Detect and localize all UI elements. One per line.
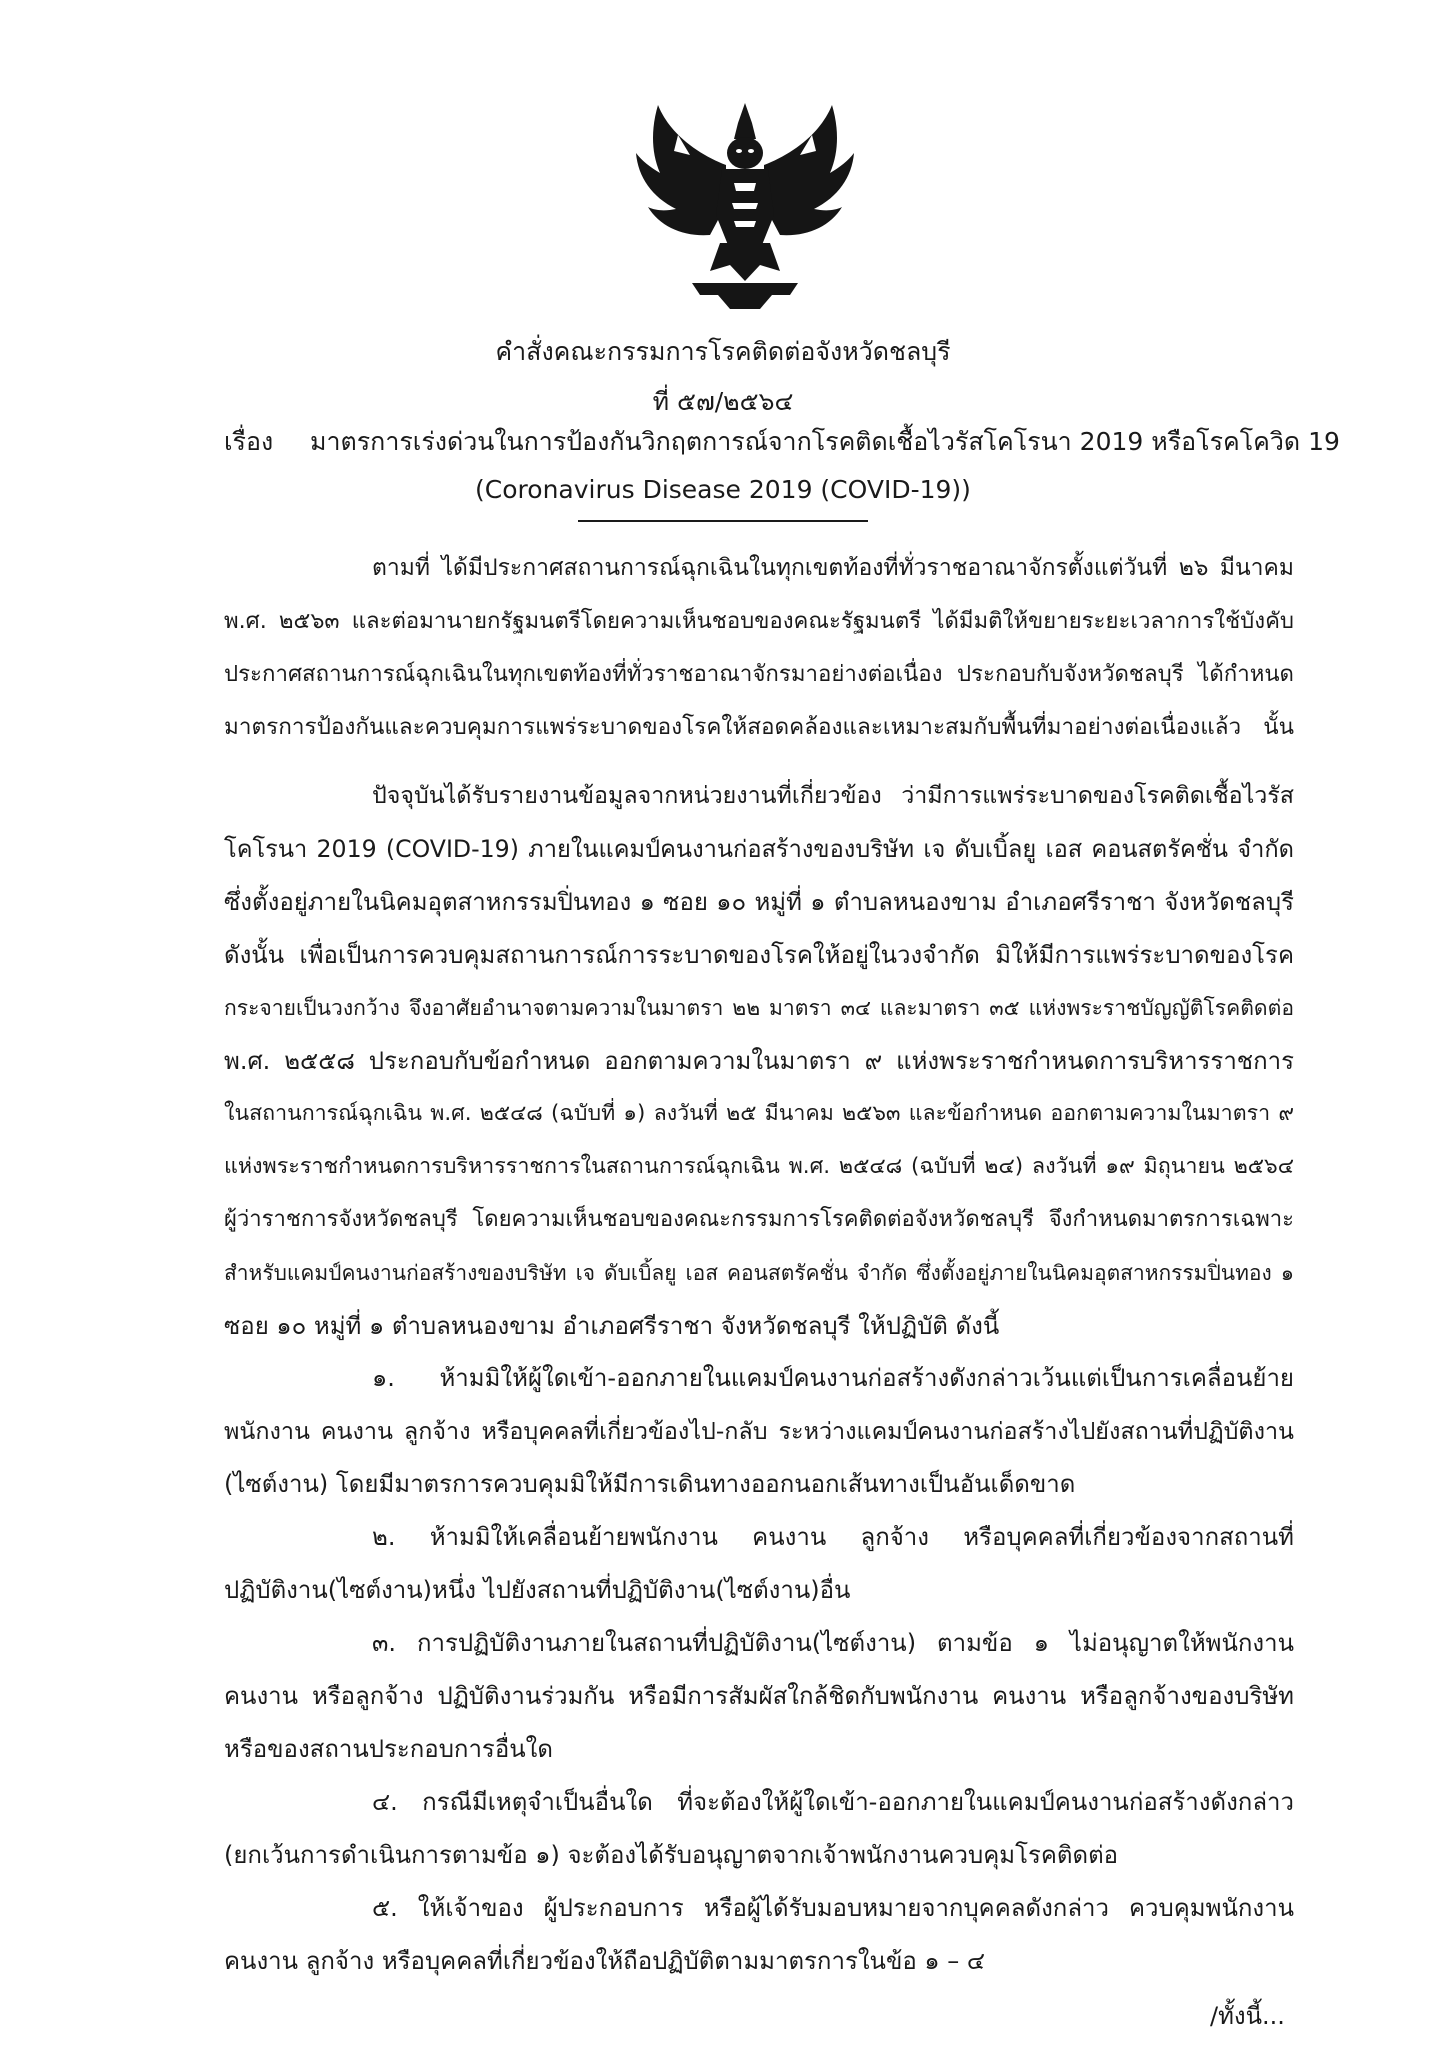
item-5-line: ๕. ให้เจ้าของ ผู้ประกอบการ หรือผู้ได้รับมอบหมายจากบุคคลดังกล่าว ควบคุมพนักงาน xyxy=(372,1894,1294,1922)
paragraph-line: สำหรับแคมป์คนงานก่อสร้างของบริษัท เจ ดับเบิ้ลยู เอส คอนสตรัคชั่น จำกัด ซึ่งตั้งอยู่ภายในนิคมอุตสาหกรรมปิ่นทอง ๑ xyxy=(224,1261,1294,1285)
item-2-line: ๒. ห้ามมิให้เคลื่อนย้ายพนักงาน คนงาน ลูกจ้าง หรือบุคคลที่เกี่ยวข้องจากสถานที่ xyxy=(372,1523,1294,1551)
paragraph-line: ตามที่ ได้มีประกาศสถานการณ์ฉุกเฉินในทุกเขตท้องที่ทั่วราชอาณาจักรตั้งแต่วันที่ ๒๖ มีนาคม xyxy=(372,555,1294,581)
item-1-line: (ไซต์งาน) โดยมีมาตรการควบคุมมิให้มีการเดินทางออกนอกเส้นทางเป็นอันเด็ดขาด xyxy=(224,1470,1076,1498)
paragraph-line: มาตรการป้องกันและควบคุมการแพร่ระบาดของโรคให้สอดคล้องและเหมาะสมกับพื้นที่มาอย่างต่อเนื่องแล้ว นั้น xyxy=(224,714,1294,740)
paragraph-line: ประกาศสถานการณ์ฉุกเฉินในทุกเขตท้องที่ทั่วราชอาณาจักรมาอย่างต่อเนื่อง ประกอบกับจังหวัดชลบุรี ได้กำหนด xyxy=(224,661,1294,687)
paragraph-line: โคโรนา 2019 (COVID-19) ภายในแคมป์คนงานก่อสร้างของบริษัท เจ ดับเบิ้ลยู เอส คอนสตรัคชั่น จำกัด xyxy=(224,835,1294,863)
paragraph-line: พ.ศ. ๒๕๕๘ ประกอบกับข้อกำหนด ออกตามความในมาตรา ๙ แห่งพระราชกำหนดการบริหารราชการ xyxy=(224,1047,1294,1075)
paragraph-line: ในสถานการณ์ฉุกเฉิน พ.ศ. ๒๕๔๘ (ฉบับที่ ๑) ลงวันที่ ๒๕ มีนาคม ๒๕๖๓ และข้อกำหนด ออกตามความในมาตรา ๙ xyxy=(224,1101,1294,1126)
item-4-line: (ยกเว้นการดำเนินการตามข้อ ๑) จะต้องได้รับอนุญาตจากเจ้าพนักงานควบคุมโรคติดต่อ xyxy=(224,1841,1119,1869)
continuation-marker: /ทั้งนี้... xyxy=(1210,2002,1285,2030)
item-1-line: พนักงาน คนงาน ลูกจ้าง หรือบุคคลที่เกี่ยวข้องไป-กลับ ระหว่างแคมป์คนงานก่อสร้างไปยังสถานที่ปฏิบัติงาน xyxy=(224,1417,1294,1445)
item-3-line: คนงาน หรือลูกจ้าง ปฏิบัติงานร่วมกัน หรือมีการสัมผัสใกล้ชิดกับพนักงาน คนงาน หรือลูกจ้างของบริษัท xyxy=(224,1682,1294,1710)
item-4-line: ๔. กรณีมีเหตุจำเป็นอื่นใด ที่จะต้องให้ผู้ใดเข้า-ออกภายในแคมป์คนงานก่อสร้างดังกล่าว xyxy=(372,1788,1294,1816)
item-3-line: หรือของสถานประกอบการอื่นใด xyxy=(224,1735,553,1763)
garuda-emblem-icon xyxy=(630,95,860,310)
order-subject xyxy=(224,422,1340,462)
item-2-line: ปฏิบัติงาน(ไซต์งาน)หนึ่ง ไปยังสถานที่ปฏิบัติงาน(ไซต์งาน)อื่น xyxy=(224,1576,851,1604)
paragraph-line: แห่งพระราชกำหนดการบริหารราชการในสถานการณ์ฉุกเฉิน พ.ศ. ๒๕๔๘ (ฉบับที่ ๒๔) ลงวันที่ ๑๙ มิถุนายน ๒๕๖๔ xyxy=(224,1154,1294,1179)
order-number: ที่ ๕๗/๒๕๖๔ xyxy=(652,387,794,416)
order-title: คำสั่งคณะกรรมการโรคติดต่อจังหวัดชลบุรี xyxy=(495,337,951,366)
subject-line-1: มาตรการเร่งด่วนในการป้องกันวิกฤตการณ์จากโรคติดเชื้อไวรัสโคโรนา 2019 หรือโรคโควิด 19 xyxy=(310,427,1340,456)
item-3-line: ๓. การปฏิบัติงานภายในสถานที่ปฏิบัติงาน(ไซต์งาน) ตามข้อ ๑ ไม่อนุญาตให้พนักงาน xyxy=(372,1629,1294,1657)
subject-line-2: (Coronavirus Disease 2019 (COVID-19)) xyxy=(475,475,971,504)
paragraph-line: ซึ่งตั้งอยู่ภายในนิคมอุตสาหกรรมปิ่นทอง ๑ ซอย ๑๐ หมู่ที่ ๑ ตำบลหนองขาม อำเภอศรีราชา จังหวัดชลบุรี xyxy=(224,888,1294,916)
paragraph-line: กระจายเป็นวงกว้าง จึงอาศัยอำนาจตามความในมาตรา ๒๒ มาตรา ๓๔ และมาตรา ๓๕ แห่งพระราชบัญญัติโรคติดต่อ xyxy=(224,995,1294,1020)
title-divider xyxy=(578,520,868,522)
paragraph-line: พ.ศ. ๒๕๖๓ และต่อมานายกรัฐมนตรีโดยความเห็นชอบของคณะรัฐมนตรี ได้มีมติให้ขยายระยะเวลาการใช้บังคับ xyxy=(224,608,1294,634)
subject-label: เรื่อง xyxy=(224,427,274,456)
paragraph-line: ผู้ว่าราชการจังหวัดชลบุรี โดยความเห็นชอบของคณะกรรมการโรคติดต่อจังหวัดชลบุรี จึงกำหนดมาตรการเฉพาะ xyxy=(224,1207,1294,1232)
paragraph-line: ปัจจุบันได้รับรายงานข้อมูลจากหน่วยงานที่เกี่ยวข้อง ว่ามีการแพร่ระบาดของโรคติดเชื้อไวรัส xyxy=(372,782,1294,809)
item-5-line: คนงาน ลูกจ้าง หรือบุคคลที่เกี่ยวข้องให้ถือปฏิบัติตามมาตรการในข้อ ๑ – ๔ xyxy=(224,1947,986,1975)
paragraph-line: ดังนั้น เพื่อเป็นการควบคุมสถานการณ์การระบาดของโรคให้อยู่ในวงจำกัด มิให้มีการแพร่ระบาดของโรค xyxy=(224,941,1294,969)
paragraph-line: ซอย ๑๐ หมู่ที่ ๑ ตำบลหนองขาม อำเภอศรีราชา จังหวัดชลบุรี ให้ปฏิบัติ ดังนี้ xyxy=(224,1312,1000,1340)
item-1-line: ๑. ห้ามมิให้ผู้ใดเข้า-ออกภายในแคมป์คนงานก่อสร้างดังกล่าวเว้นแต่เป็นการเคลื่อนย้าย xyxy=(372,1364,1294,1392)
